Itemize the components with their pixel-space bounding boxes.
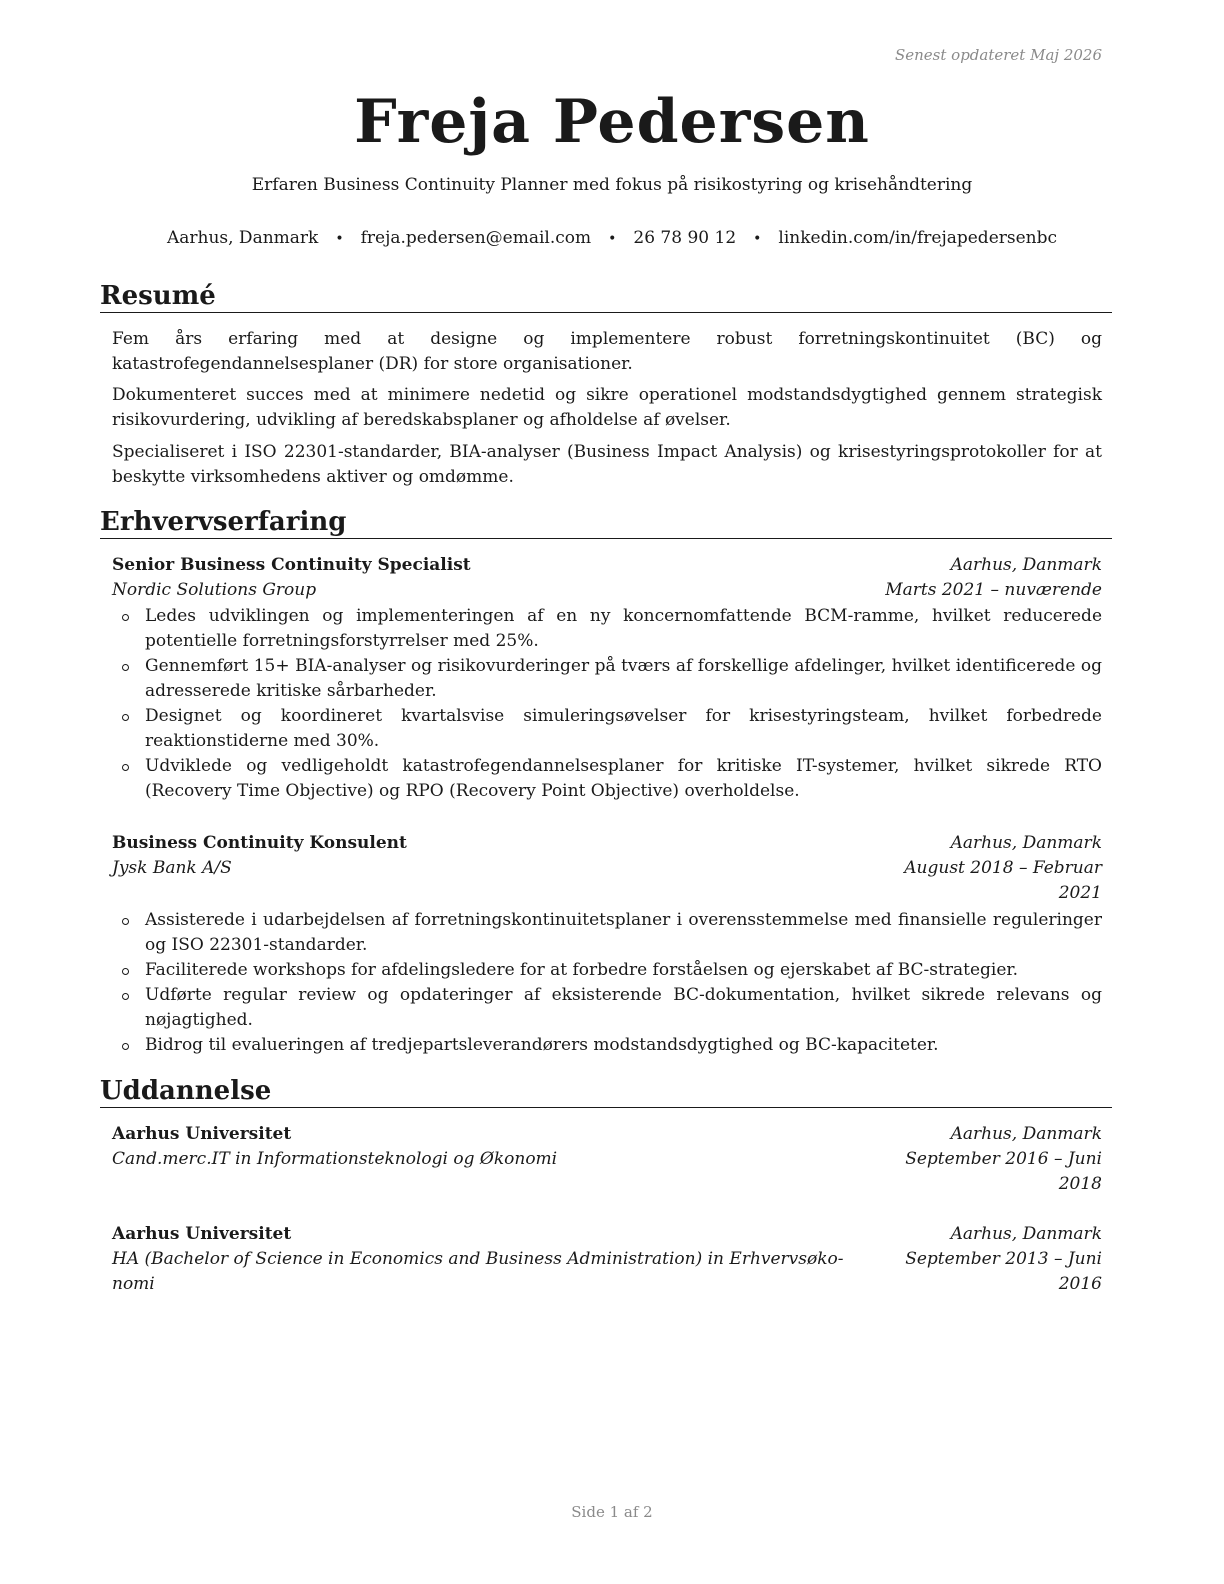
- education-degree: HA (Bachelor of Science in Economics and Business Administration) in Erhvervsøko-: [112, 1249, 844, 1269]
- list-item: Ledes udviklingen og implementeringen af en ny koncernomfattende BCM-ramme, hvilket reducerede potentielle forretningsforstyrrelser med 25%.: [112, 604, 1102, 654]
- bullet-separator-icon: •: [335, 231, 344, 247]
- job-dates: August 2018 – Februar: [904, 858, 1102, 878]
- education-dates: 2016: [1058, 1274, 1102, 1294]
- education-school: Aarhus Universitet: [112, 1224, 292, 1244]
- education-dates: 2018: [1058, 1174, 1102, 1194]
- last-updated: Senest opdateret Maj 2026: [894, 46, 1102, 64]
- education-dates: September 2016 – Juni: [905, 1149, 1102, 1169]
- contact-email[interactable]: freja.pedersen@email.com: [360, 228, 592, 248]
- summary-paragraph: Fem års erfaring med at designe og implementere robust forretningskontinuitet (BC) og katastrofegendannelsesplaner (DR) for store organisationer.: [112, 329, 1102, 374]
- job-bullets: [112, 908, 1102, 1058]
- job-role: Senior Business Continuity Specialist: [112, 555, 471, 575]
- education-location: Aarhus, Danmark: [950, 1224, 1102, 1244]
- job-dates: 2021: [1058, 883, 1102, 903]
- circle-bullet-icon: [122, 614, 129, 621]
- job-role: Business Continuity Konsulent: [112, 833, 407, 853]
- list-item: Designet og koordineret kvartalsvise simuleringsøvelser for krisestyringsteam, hvilket forbedrede reaktionstiderne med 30%.: [112, 704, 1102, 754]
- education-location: Aarhus, Danmark: [950, 1124, 1102, 1144]
- education-degree: Cand.merc.IT in Informationsteknologi og Økonomi: [112, 1149, 558, 1169]
- contact-phone: 26 78 90 12: [633, 228, 737, 248]
- tagline: Erfaren Business Continuity Planner med fokus på risikostyring og krisehåndtering: [251, 175, 973, 195]
- job-company: Nordic Solutions Group: [112, 580, 317, 600]
- list-item: Faciliterede workshops for afdelingsledere for at forbedre forståelsen og ejerskabet af BC-strategier.: [112, 958, 1102, 983]
- job-location: Aarhus, Danmark: [950, 833, 1102, 853]
- summary-paragraph: Dokumenteret succes med at minimere nedetid og sikre operationel modstandsdygtighed gennem strategisk risikovurdering, udvikling af beredskabsplaner og afholdelse af øvelser.: [112, 385, 1102, 430]
- list-item: Assisterede i udarbejdelsen af forretningskontinuitetsplaner i overensstemmelse med finansielle reguleringer og ISO 22301-standarder.: [112, 908, 1102, 958]
- section-title-education: Uddannelse: [100, 1075, 1112, 1108]
- summary-paragraph: Specialiseret i ISO 22301-standarder, BIA-analyser (Business Impact Analysis) og krisestyringsprotokoller for at beskytte virksomhedens aktiver og omdømme.: [112, 442, 1102, 487]
- list-item: Bidrog til evalueringen af tredjepartsleverandørers modstandsdygtighed og BC-kapaciteter.: [112, 1033, 1102, 1058]
- circle-bullet-icon: [122, 1043, 129, 1050]
- list-item: Udførte regular review og opdateringer af eksisterende BC-dokumentation, hvilket sikrede relevans og nøjagtighed.: [112, 983, 1102, 1033]
- list-item: Gennemført 15+ BIA-analyser og risikovurderinger på tværs af forskellige afdelinger, hvilket identificerede og adresserede kritiske sårbarheder.: [112, 654, 1102, 704]
- education-dates: September 2013 – Juni: [905, 1249, 1102, 1269]
- contact-location: Aarhus, Danmark: [166, 228, 319, 248]
- candidate-name: Freja Pedersen: [354, 87, 870, 157]
- list-item: Udviklede og vedligeholdt katastrofegendannelsesplaner for kritiske IT-systemer, hvilket sikrede RTO (Recovery Time Objective) og RPO (Recovery Point Objective) overholdelse.: [112, 754, 1102, 804]
- page-number: Side 1 af 2: [571, 1503, 653, 1521]
- bullet-separator-icon: •: [608, 231, 617, 247]
- job-company: Jysk Bank A/S: [112, 858, 232, 878]
- section-title-summary: Resumé: [100, 280, 1112, 313]
- circle-bullet-icon: [122, 993, 129, 1000]
- contact-line: [0, 228, 1224, 248]
- bullet-separator-icon: •: [753, 231, 762, 247]
- job-bullets: [112, 604, 1102, 804]
- section-title-experience: Erhvervserfaring: [100, 506, 1112, 539]
- circle-bullet-icon: [122, 764, 129, 771]
- job-location: Aarhus, Danmark: [950, 555, 1102, 575]
- contact-linkedin[interactable]: linkedin.com/in/frejapedersenbc: [778, 228, 1058, 248]
- circle-bullet-icon: [122, 664, 129, 671]
- circle-bullet-icon: [122, 968, 129, 975]
- circle-bullet-icon: [122, 714, 129, 721]
- circle-bullet-icon: [122, 918, 129, 925]
- job-dates: Marts 2021 – nuværende: [885, 580, 1102, 600]
- education-degree: nomi: [112, 1274, 155, 1294]
- education-school: Aarhus Universitet: [112, 1124, 292, 1144]
